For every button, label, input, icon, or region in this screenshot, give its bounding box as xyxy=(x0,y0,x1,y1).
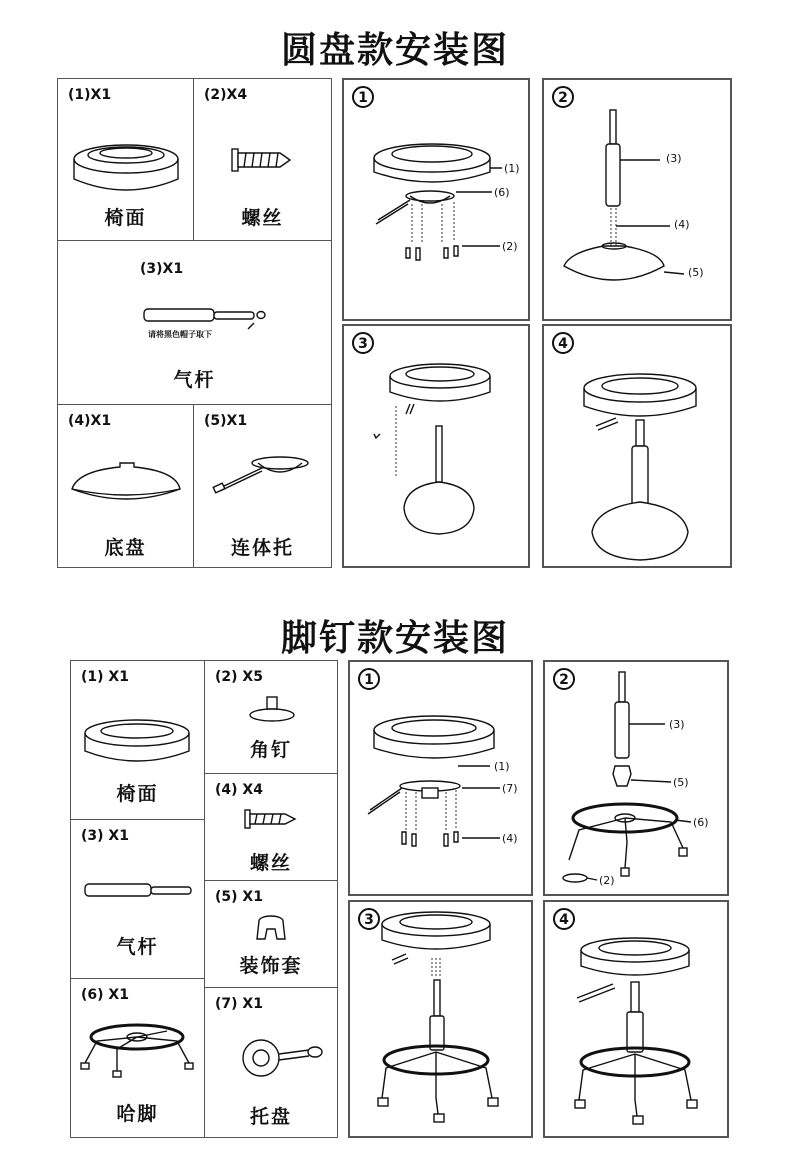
callout-label: (5) xyxy=(673,776,689,789)
part-screw-cell xyxy=(204,773,338,881)
part-name: 底盘 xyxy=(104,537,147,559)
step-number: 1 xyxy=(358,668,380,690)
step-number: 4 xyxy=(553,908,575,930)
gas-lift-note: 请将黑色帽子取下 xyxy=(148,330,212,339)
part-qty: (4) X4 xyxy=(215,782,263,798)
part-name: 椅面 xyxy=(104,207,147,229)
step-panel xyxy=(342,78,530,321)
step-panel xyxy=(542,324,732,568)
callout-label: (3) xyxy=(666,152,682,165)
part-tray-cell xyxy=(204,987,338,1138)
step4-illustration xyxy=(544,326,734,570)
callout-label: (2) xyxy=(599,874,615,887)
part-qty: (6) X1 xyxy=(81,987,129,1003)
part-seat-cell xyxy=(70,660,205,820)
step-number: 4 xyxy=(552,332,574,354)
part-screw-cell xyxy=(193,78,332,241)
callout-label: (1) xyxy=(494,760,510,773)
part-qty: (3) X1 xyxy=(81,828,129,844)
step-panel xyxy=(348,660,533,896)
step-panel xyxy=(543,660,729,896)
part-qty: (7) X1 xyxy=(215,996,263,1012)
part-qty: (1) X1 xyxy=(81,669,129,685)
part-name: 哈脚 xyxy=(116,1103,159,1125)
step2-illustration xyxy=(545,662,731,898)
part-name: 托盘 xyxy=(249,1106,292,1128)
step-panel xyxy=(542,78,732,321)
callout-label: (4) xyxy=(502,832,518,845)
part-qty: (2) X5 xyxy=(215,669,263,685)
part-name: 螺丝 xyxy=(249,852,292,874)
step-number: 3 xyxy=(358,908,380,930)
step2-illustration xyxy=(544,80,734,323)
section1-title: 圆盘款安装图 xyxy=(280,30,509,71)
part-seat-cell xyxy=(57,78,194,241)
part-base-cell xyxy=(57,404,194,568)
section2-title: 脚钉款安装图 xyxy=(280,618,509,659)
step3-illustration xyxy=(350,902,535,1140)
callout-label: (6) xyxy=(693,816,709,829)
part-qty: (2)X4 xyxy=(204,87,248,103)
part-qty: (4)X1 xyxy=(68,413,112,429)
part-name: 气杆 xyxy=(173,369,216,391)
part-qty: (5) X1 xyxy=(215,889,263,905)
step1-illustration xyxy=(350,662,535,898)
part-foot-ring-cell xyxy=(70,978,205,1138)
step-number: 3 xyxy=(352,332,374,354)
part-name: 装饰套 xyxy=(239,955,303,977)
part-name: 角钉 xyxy=(249,739,292,761)
step-number: 2 xyxy=(553,668,575,690)
part-seat-plate-cell xyxy=(193,404,332,568)
part-name: 连体托 xyxy=(230,537,294,559)
step-number: 1 xyxy=(352,86,374,108)
step4-illustration xyxy=(545,902,731,1140)
part-gas-lift-cell xyxy=(70,819,205,979)
callout-label: (6) xyxy=(494,186,510,199)
part-name: 椅面 xyxy=(116,783,159,805)
step-panel xyxy=(348,900,533,1138)
part-gas-lift-cell xyxy=(57,240,332,405)
part-qty: (3)X1 xyxy=(140,261,184,277)
callout-label: (2) xyxy=(502,240,518,253)
part-name: 气杆 xyxy=(116,936,159,958)
callout-label: (7) xyxy=(502,782,518,795)
part-name: 螺丝 xyxy=(241,207,284,229)
callout-label: (1) xyxy=(504,162,520,175)
step-number: 2 xyxy=(552,86,574,108)
callout-label: (5) xyxy=(688,266,704,279)
part-qty: (1)X1 xyxy=(68,87,112,103)
part-qty: (5)X1 xyxy=(204,413,248,429)
step-panel xyxy=(543,900,729,1138)
callout-label: (4) xyxy=(674,218,690,231)
step1-illustration xyxy=(344,80,532,323)
step-panel xyxy=(342,324,530,568)
step3-illustration xyxy=(344,326,532,570)
callout-label: (3) xyxy=(669,718,685,731)
part-foot-nail-cell xyxy=(204,660,338,774)
part-sleeve-cell xyxy=(204,880,338,988)
